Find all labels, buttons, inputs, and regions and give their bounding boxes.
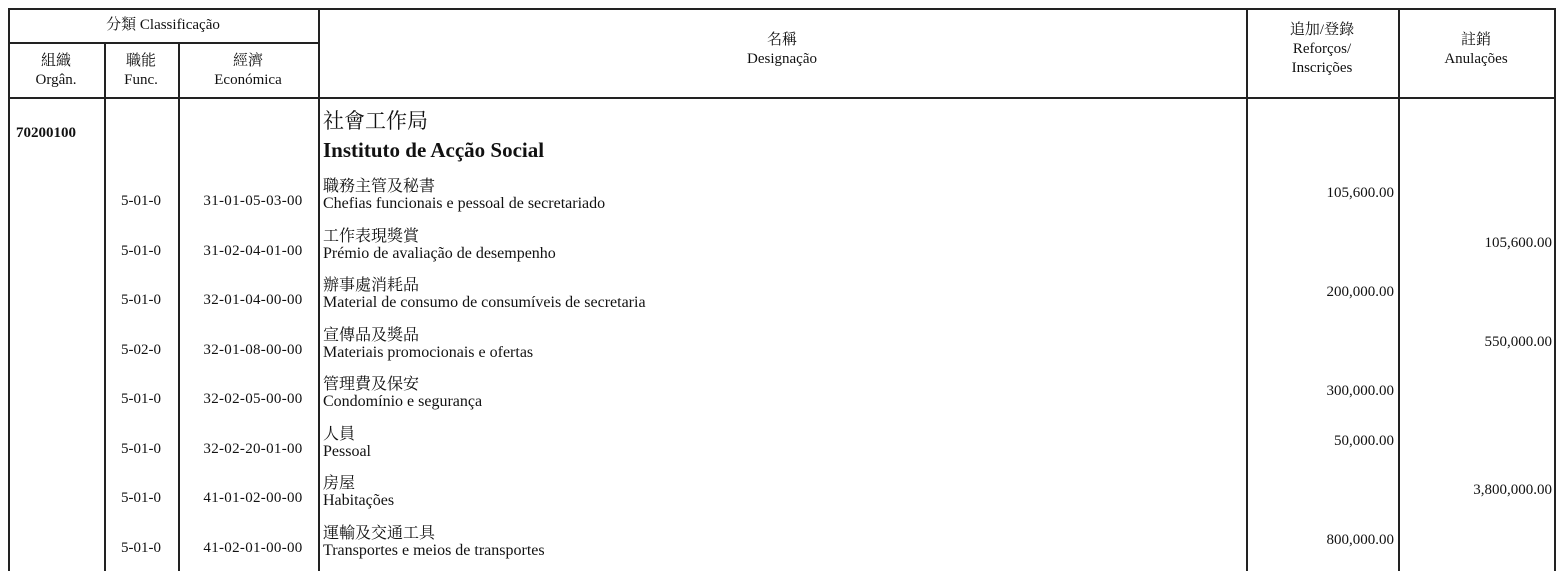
func-code: 5-01-0	[121, 440, 161, 457]
table-row	[8, 221, 1556, 270]
econ-heading	[178, 52, 318, 90]
econ-code: 32-01-08-00-00	[203, 341, 303, 358]
item-name-pt: Habitações	[323, 492, 395, 509]
item-name-pt: Material de consumo de consumíveis de secretaria	[323, 294, 646, 311]
econ-heading-pt: Económica	[214, 72, 282, 88]
name-heading-pt: Designação	[747, 51, 817, 67]
annulment-amount: 3,800,000.00	[1473, 482, 1552, 498]
func-code: 5-01-0	[121, 292, 161, 308]
table-row	[8, 270, 1556, 319]
func-code: 5-01-0	[121, 193, 161, 209]
econ-code: 32-02-20-01-00	[203, 440, 303, 457]
func-code: 5-01-0	[121, 242, 161, 259]
econ-code: 32-01-04-00-00	[203, 292, 303, 308]
reinf-heading	[1246, 21, 1398, 78]
org-heading	[8, 52, 104, 90]
org-heading-pt: Orgân.	[35, 72, 77, 88]
item-name-pt: Chefias funcionais e pessoal de secretariado	[323, 195, 606, 212]
func-code: 5-02-0	[121, 341, 161, 358]
table-row	[8, 369, 1556, 418]
item-name-zh: 人員	[323, 425, 356, 443]
reinforcement-amount: 200,000.00	[1326, 284, 1394, 300]
budget-table	[8, 8, 1556, 571]
econ-code: 31-01-05-03-00	[203, 193, 303, 209]
table-row	[8, 468, 1556, 517]
classification-heading: 分類 Classificação	[106, 17, 220, 33]
item-name-zh: 房屋	[323, 475, 356, 492]
func-heading-zh: 職能	[125, 53, 156, 69]
reinf-heading-zh: 追加/登錄	[1289, 22, 1355, 38]
table-row	[8, 171, 1556, 220]
econ-code: 41-01-02-00-00	[203, 490, 303, 506]
reinf-heading-pt2: Inscrições	[1291, 60, 1353, 76]
table-row	[8, 320, 1556, 369]
item-name-zh: 運輸及交通工具	[323, 524, 436, 542]
item-name-pt: Materiais promocionais e ofertas	[323, 343, 534, 361]
anul-heading	[1398, 31, 1554, 69]
name-heading	[318, 31, 1246, 69]
organ-name-zh: 社會工作局	[323, 109, 428, 133]
reinf-heading-pt1: Reforços/	[1292, 41, 1352, 57]
table-row	[8, 419, 1556, 468]
reinforcement-amount: 300,000.00	[1326, 383, 1394, 399]
item-name-pt: Condomínio e segurança	[323, 393, 483, 410]
item-name-zh: 職務主管及秘書	[323, 178, 436, 195]
classification-divider	[8, 42, 318, 44]
header-bottom-border	[8, 97, 1556, 99]
item-name-pt: Transportes e meios de transportes	[323, 541, 545, 559]
func-code: 5-01-0	[121, 490, 161, 506]
func-heading-pt: Func.	[124, 72, 158, 88]
func-heading	[104, 52, 178, 90]
annulment-amount: 105,600.00	[1484, 234, 1552, 251]
item-name-zh: 工作表現獎賞	[323, 227, 420, 245]
org-heading-zh: 組織	[40, 53, 71, 69]
func-code: 5-01-0	[121, 391, 161, 407]
item-name-pt: Prémio de avaliação de desempenho	[323, 244, 556, 262]
item-name-zh: 管理費及保安	[323, 376, 420, 393]
func-code: 5-01-0	[121, 539, 161, 556]
top-border	[8, 8, 1556, 10]
item-name-pt: Pessoal	[323, 442, 371, 460]
annulment-amount: 550,000.00	[1484, 333, 1552, 350]
econ-code: 41-02-01-00-00	[203, 539, 303, 556]
item-name-zh: 宣傳品及獎品	[323, 326, 420, 344]
econ-heading-zh: 經濟	[232, 53, 263, 69]
econ-code: 32-02-05-00-00	[203, 391, 303, 407]
anul-heading-zh: 註銷	[1460, 32, 1491, 48]
table-row	[8, 518, 1556, 567]
name-heading-zh: 名稱	[766, 32, 797, 48]
anul-heading-pt: Anulações	[1444, 51, 1508, 67]
reinforcement-amount: 800,000.00	[1326, 531, 1394, 548]
organ-name-pt: Instituto de Acção Social	[323, 138, 545, 162]
reinforcement-amount: 50,000.00	[1334, 432, 1394, 449]
reinforcement-amount: 105,600.00	[1326, 185, 1394, 201]
item-name-zh: 辦事處消耗品	[323, 277, 420, 294]
organ-code: 70200100	[16, 125, 76, 141]
econ-code: 31-02-04-01-00	[203, 242, 303, 259]
